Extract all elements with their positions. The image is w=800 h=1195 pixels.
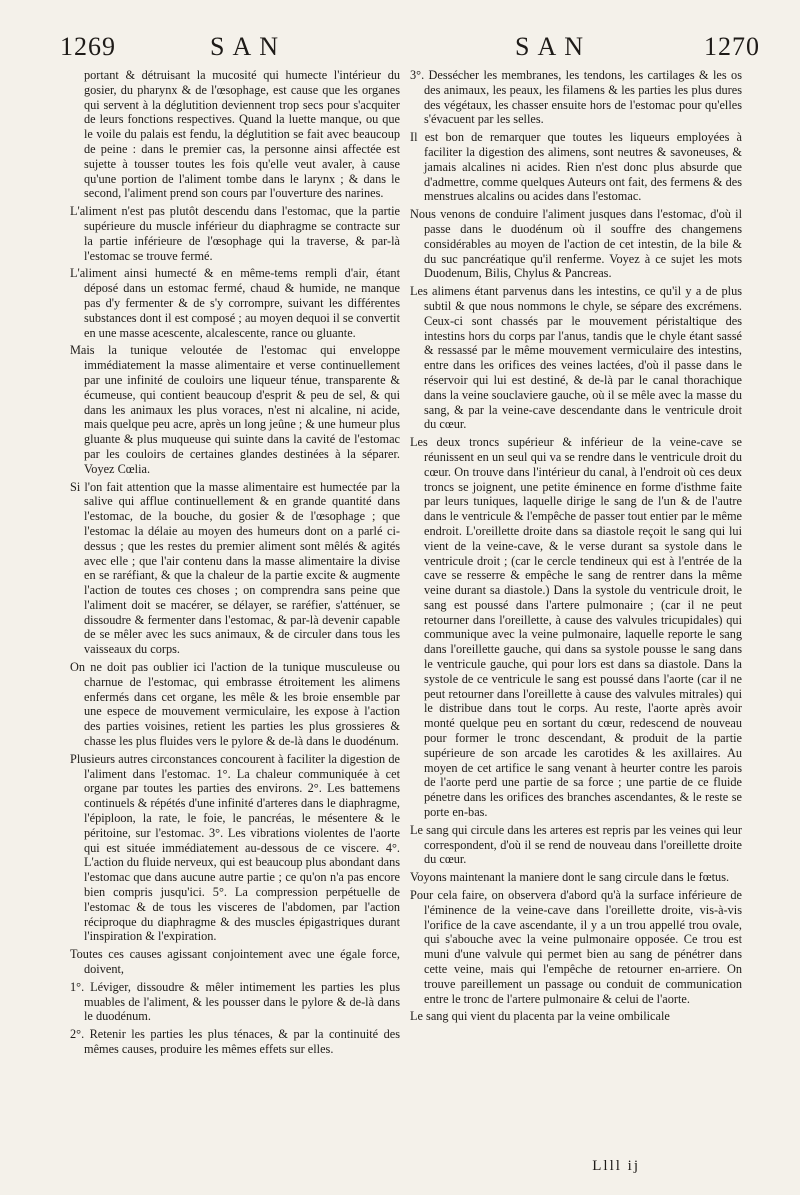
paragraph: L'aliment ainsi humecté & en même-tems rempli d'air, étant déposé dans un estomac fermé, chaud & humide, ne manque pas d'y fermenter & de s'y corrompre, suivant les différentes substances dont il est composé ; au moyen dequoi il se convertit en une masse acescente, alcalescente, rance ou gluante.	[70, 266, 400, 340]
left-text-column	[70, 68, 400, 1060]
paragraph: 3°. Dessécher les membranes, les tendons, les cartilages & les os des animaux, les peaux, les filamens & les parties les plus dures des végétaux, les chasser ensuite hors de l'estomac pour qu'elles s'évacuent par les selles.	[410, 68, 742, 127]
right-running-title: SAN	[515, 32, 592, 61]
paragraph: Voyons maintenant la maniere dont le sang circule dans le fœtus.	[410, 870, 730, 885]
paragraph: Les alimens étant parvenus dans les intestins, ce qu'il y a de plus subtil & que nous nommons le chyle, se sépare des excrémens. Ceux-ci sont chassés par le mouvement péristaltique des intestins hors du corps par l'anus, tandis que le chyle étant sassé & ressassé par le même mouvement vermiculaire des intestins, entre dans les orifices des veines lactées, d'où il passe dans le réservoir qui lui est destiné, & de-là par le canal thorachique dans la veine souclaviere gauche, où il se mêle avec la masse du sang, & par la veine-cave descendante dans le ventricule droit du cœur.	[410, 284, 742, 432]
paragraph: 1°. Léviger, dissoudre & mêler intimement les parties les plus muables de l'aliment, & les pousser dans le pylore & de-là dans le duodénum.	[70, 979, 400, 1024]
paragraph: Le sang qui circule dans les arteres est repris par les veines qui leur correspondent, d'où il se rend de nouveau dans l'oreillette droite du cœur.	[410, 822, 742, 867]
left-page-number: 1269	[60, 32, 116, 61]
paragraph: portant & détruisant la mucosité qui humecte l'intérieur du gosier, du pharynx & de l'œsophage, est cause que les organes qui servent à la déglutition deviennent trop secs pour s'acquiter de leurs fonctions respectives. Quand la luette manque, ou que le voile du palais est fendu, la déglutition se fait avec beaucoup de peine : dans le premier cas, la personne ainsi affectée est sujette à tousser toutes les fois qu'elle veut avaler, à cause qu'une portion de l'aliment tombe dans le larynx ; & dans le second, l'aliment prend son cours par l'ouverture des narines.	[84, 68, 400, 201]
paragraph: Le sang qui vient du placenta par la veine ombilicale	[410, 1009, 670, 1024]
paragraph: Il est bon de remarquer que toutes les liqueurs employées à faciliter la digestion des alimens, sont neutres & savoneuses, & jamais alcalines ni acides. Rien n'est donc plus absurde que d'admettre, comme quelques Auteurs ont fait, des fermens & des menstrues alcalins ou acides dans l'estomac.	[410, 130, 742, 204]
paragraph: On ne doit pas oublier ici l'action de la tunique musculeuse ou charnue de l'estomac, qui embrasse étroitement les alimens enfermés dans cet organe, les mêle & les broie ensemble par une espece de mouvement vermiculaire, les expose à l'action des parties voisines, retient les parties les plus grossieres & chasse les plus fluides vers le pylore & de-là dans le duodénum.	[70, 660, 400, 749]
paragraph: Plusieurs autres circonstances concourent à faciliter la digestion de l'aliment dans l'estomac. 1°. La chaleur communiquée à cet organe par toutes les parties des environs. 2°. Les battemens continuels & répétés d'une infinité d'arteres dans le diaphragme, l'épiploon, la rate, le foie, le pancréas, le mésentere & le péritoine, sur l'estomac. 3°. Les vibrations violentes de l'aorte qui est située immédiatement au-dessous de ce viscere. 4°. L'action du fluide nerveux, qui est beaucoup plus abondant dans l'estomac que dans aucune autre partie ; ce qu'on n'a pas encore bien compris jusqu'ici. 5°. La compression perpétuelle de l'estomac & de tous les visceres de l'abdomen, par l'action réciproque du diaphragme & des muscles épigastriques durant l'inspiration & l'expiration.	[70, 751, 400, 944]
paragraph: 2°. Retenir les parties les plus ténaces, & par la continuité des mêmes causes, produire les mêmes effets sur elles.	[70, 1027, 400, 1056]
paragraph: Si l'on fait attention que la masse alimentaire est humectée par la salive qui afflue continuellement & en grande quantité dans l'estomac, de la bouche, du gosier & de l'œsophage ; que l'estomac la délaie au moyen des humeurs dont on a parlé ci-dessus ; que les restes du premier aliment sont mêlés & agités avec elle ; que l'air contenu dans la masse alimentaire la divise en se raréfiant, & que la chaleur de la partie excite & augmente l'action de toutes ces choses ; on comprendra sans peine que l'aliment doit se macérer, se délayer, se raréfier, s'atténuer, se dissoudre & fermenter dans l'estomac, & par-là devenir capable de se mêler avec les sucs animaux, & de circuler dans tous les vaisseaux du corps.	[70, 479, 400, 657]
signature-mark: Llll ij	[592, 1158, 640, 1174]
paragraph: Les deux troncs supérieur & inférieur de la veine-cave se réunissent en un seul qui va se rendre dans le ventricule droit du cœur. On trouve dans l'intérieur du canal, à l'endroit où ces deux troncs se joignent, une petite éminence en forme d'isthme faite par leurs tuniques, laquelle dirige le sang de l'un & de l'autre dans le ventricule & l'empêche de passer tout entier par le même endroit. L'oreillette droite dans sa diastole reçoit le sang qui lui vient de la veine-cave, & le verse durant sa systole dans le ventricule droit ; (car le cercle tendineux qui est à l'entrée de la cave se resserre & empêche le sang de rentrer dans la même veine durant sa diastole.) Dans la systole du ventricule droit, le sang est poussé dans l'artere pulmonaire ; (car il ne peut retourner dans l'oreillette, à cause des valvules tricupidales) qui communique avec la veine pulmonaire, laquelle reporte le sang dans l'oreillette gauche, qui dans sa systole pousse le sang dans le ventricule gauche, qui pour lors est dans sa diastole. Dans la systole de ce ventricule le sang est poussé dans l'aorte (car il ne peut retourner dans l'oreillette à cause des valvules mitrales) qui le distribue dans tout le corps. Au reste, l'aorte après avoir monté quelque peu en sortant du cœur, redescend de nouveau pour former le tronc descendant, & produit de la partie supérieure de son arcade les carotides & les axillaires. Au moyen de cet artifice le sang venant à heurter contre les parois de l'aorte perd une partie de sa force ; une partie de ce fluide pénetre dans les orifices des branches ascendantes, & le reste se porte en-bas.	[410, 435, 742, 820]
page-header	[60, 32, 760, 68]
paragraph: Nous venons de conduire l'aliment jusques dans l'estomac, d'où il passe dans le duodénum où il souffre des changemens considérables au moyen de l'action de cet intestin, de la bile & du suc pancréatique qu'il renferme. Voyez à ce sujet les mots Duodenum, Bilis, Chylus & Pancreas.	[410, 207, 742, 281]
right-text-column	[410, 68, 742, 1027]
right-page-number: 1270	[704, 32, 760, 61]
left-running-title: SAN	[210, 32, 287, 61]
paragraph: Toutes ces causes agissant conjointement avec une égale force, doivent,	[70, 947, 400, 977]
paragraph: Mais la tunique veloutée de l'estomac qui enveloppe immédiatement la masse alimentaire et verse continuellement par une infinité de couloirs une liqueur ténue, transparente & écumeuse, qui contient beaucoup d'esprit & peu de sel, & qui dans les animaux les plus voraces, n'est ni alcaline, ni acide, mais quelque peu acre, après un long jeûne ; & une humeur plus gluante & plus muqueuse qui suinte dans la cavité de l'estomac par les couloirs de certaines glandes destinées à la séparer. Voyez Cœlia.	[70, 343, 400, 476]
paragraph: L'aliment n'est pas plutôt descendu dans l'estomac, que la partie supérieure du muscle inférieur du diaphragme se contracte sur la partie inférieure de l'œsophage qui la traverse, & par-là l'estomac se trouve fermé.	[70, 204, 400, 263]
paragraph: Pour cela faire, on observera d'abord qu'à la surface inférieure de l'éminence de la veine-cave dans l'oreillette droite, vis-à-vis l'orifice de la cave ascendante, il y a un trou appellé trou ovale, qui s'abouche avec la veine pulmonaire opposée. Ce trou est muni d'une valvule qui permet bien au sang de pénétrer dans cette veine, mais qui l'empêche de retourner en-arriere. On trouve pareillement un passage ou conduit de communication entre le tronc de l'artere pulmonaire & celui de l'aorte.	[410, 888, 742, 1006]
